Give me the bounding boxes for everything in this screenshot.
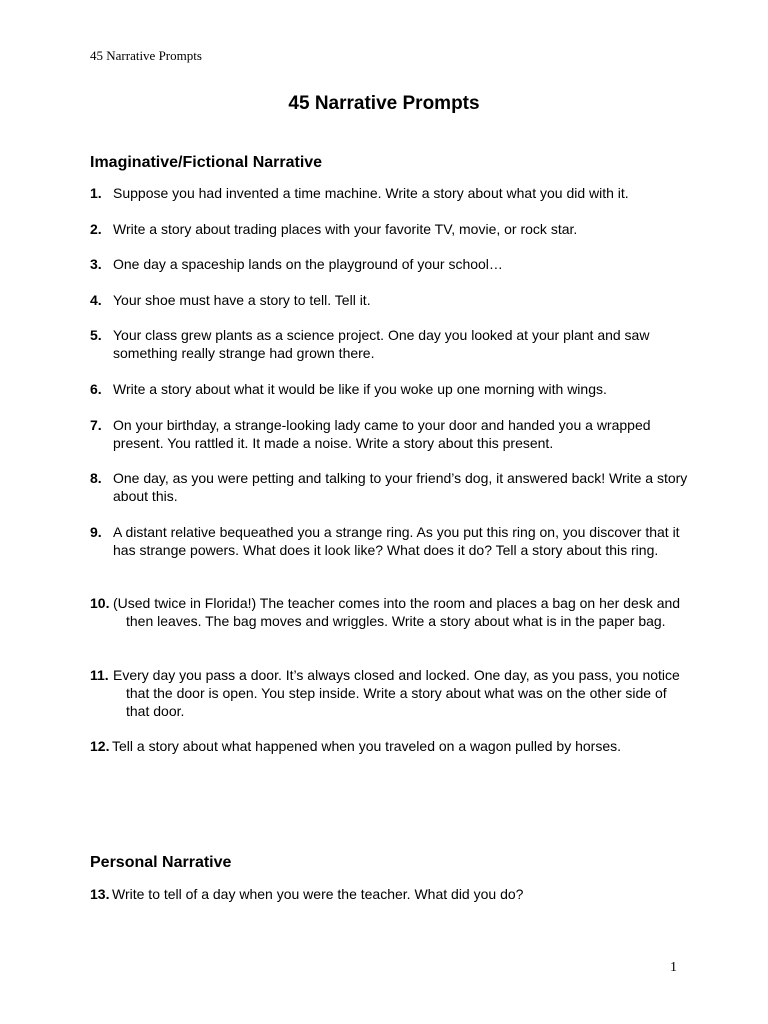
prompt-text: Tell a story about what happened when you traveled on a wagon pulled by horses.: [112, 738, 622, 754]
prompt-item-7: [90, 416, 690, 452]
prompt-number: 8.: [90, 470, 102, 486]
prompt-number: 4.: [90, 292, 102, 308]
prompt-item-3: [90, 255, 690, 273]
prompt-number: 6.: [90, 381, 102, 397]
section-heading-personal-narrative: Personal Narrative: [90, 854, 232, 871]
prompt-number: 10.: [90, 595, 110, 611]
prompt-number: 11.: [90, 667, 109, 683]
prompt-text: On your birthday, a strange-looking lady came to your door and handed you a wrapped present. You rattled it. It made a noise. Write a story about this present.: [113, 417, 651, 451]
prompt-text: Write a story about what it would be like if you woke up one morning with wings.: [113, 381, 607, 397]
prompt-text: A distant relative bequeathed you a strange ring. As you put this ring on, you discover that it has strange powers. What does it look like? What does it do? Tell a story about this ring.: [113, 524, 680, 558]
prompt-number: 2.: [90, 221, 102, 237]
prompt-number: 1.: [90, 185, 102, 201]
prompt-number: 5.: [90, 327, 102, 343]
prompt-item-10: [90, 594, 690, 630]
prompt-text: Write a story about trading places with your favorite TV, movie, or rock star.: [113, 221, 578, 237]
prompt-number: 3.: [90, 256, 102, 272]
prompt-item-8: [90, 469, 690, 505]
prompt-item-1: [90, 184, 690, 202]
prompt-item-5: [90, 326, 690, 362]
section-heading-imaginative-fictional: Imaginative/Fictional Narrative: [90, 154, 323, 171]
prompt-item-4: [90, 291, 690, 309]
prompt-number: 7.: [90, 417, 102, 433]
prompt-text: (Used twice in Florida!) The teacher comes into the room and places a bag on her desk and then leaves. The bag moves and wriggles. Write a story about what is in the paper bag.: [113, 595, 681, 629]
prompt-text: Your shoe must have a story to tell. Tell it.: [113, 292, 371, 308]
prompt-item-9: [90, 523, 690, 559]
prompt-text: Your class grew plants as a science project. One day you looked at your plant and saw something really strange had grown there.: [113, 327, 650, 361]
prompt-item-6: [90, 380, 690, 398]
prompt-number: 13.: [90, 886, 110, 902]
page-title: 45 Narrative Prompts: [288, 93, 480, 114]
prompt-item-12: [90, 737, 690, 755]
prompt-text: Write to tell of a day when you were the teacher. What did you do?: [112, 886, 524, 902]
prompt-text: One day, as you were petting and talking to your friend’s dog, it answered back! Write a story about this.: [113, 470, 688, 504]
prompt-number: 12.: [90, 738, 110, 754]
prompt-number: 9.: [90, 524, 102, 540]
page-number: 1: [670, 960, 677, 975]
running-header: 45 Narrative Prompts: [90, 48, 202, 63]
prompt-text: Suppose you had invented a time machine. Write a story about what you did with it.: [113, 185, 629, 201]
prompt-item-11: [90, 666, 690, 720]
prompt-item-2: [90, 220, 690, 238]
prompt-text: One day a spaceship lands on the playground of your school…: [113, 256, 503, 272]
prompt-item-13: [90, 885, 690, 903]
prompt-text: Every day you pass a door. It’s always closed and locked. One day, as you pass, you notice that the door is open. You step inside. Write a story about what was on the other side of that door.: [113, 667, 680, 719]
